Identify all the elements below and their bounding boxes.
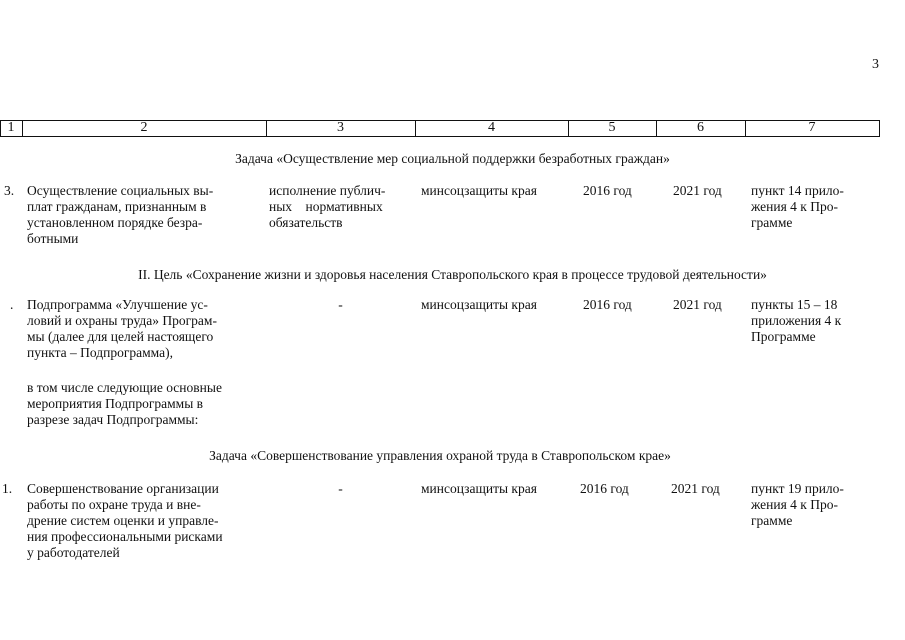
text-line: дрение систем оценки и управле- [27,513,219,528]
text-line: пункты 15 – 18 [751,297,838,312]
text-line: грамме [751,215,793,230]
text-line: Совершенствование организации [27,481,219,496]
text-line: плат гражданам, признанным в [27,199,207,214]
executor: минсоцзащиты края [421,183,537,198]
column-number: 5 [608,120,616,135]
responsibility-type: - [338,481,343,496]
text-line: ния профессиональными рисками [27,529,223,544]
column-divider [879,120,880,136]
text-line: пункта – Подпрограмма), [27,345,173,360]
responsibility-type [269,183,414,231]
measure-name [27,297,263,361]
text-line: Программе [751,329,816,344]
measure-name [27,481,263,561]
text-line: мероприятия Подпрограммы в [27,396,204,411]
text-line: разрезе задач Подпрограммы: [27,412,199,427]
text-line: установленном порядке безра- [27,215,203,230]
measure-name [27,183,263,247]
task-heading: Задача «Совершенствование управления охраной труда в Ставропольском крае» [209,448,671,463]
goal-heading: II. Цель «Сохранение жизни и здоровья населения Ставропольского края в процессе трудовой деятельности» [138,267,767,282]
text-line: у работодателей [27,545,120,560]
text-line: ловий и охраны труда» Програм- [27,313,217,328]
start-year: 2016 год [580,481,629,496]
row-number: . [10,297,14,312]
column-number: 4 [488,120,495,135]
start-year: 2016 год [583,183,632,198]
text-line: Осуществление социальных вы- [27,183,214,198]
reference [751,481,875,529]
reference [751,183,875,231]
end-year: 2021 год [671,481,720,496]
header-bottom-rule [0,136,880,137]
text-line: приложения 4 к [751,313,842,328]
text-line: ных нормативных [269,199,383,214]
text-line: грамме [751,513,793,528]
text-line: пункт 14 прило- [751,183,844,198]
text-line: жения 4 к Про- [751,199,838,214]
column-number: 1 [7,120,15,135]
text-line: исполнение публич- [269,183,386,198]
text-line: Подпрограмма «Улучшение ус- [27,297,208,312]
end-year: 2021 год [673,297,722,312]
responsibility-type: - [338,297,343,312]
text-line: работы по охране труда и вне- [27,497,201,512]
text-line: пункт 19 прило- [751,481,844,496]
row-number: 3. [4,183,15,198]
column-number: 3 [337,120,344,135]
task-heading: Задача «Осуществление мер социальной поддержки безработных граждан» [235,151,670,166]
text-line: обязательств [269,215,343,230]
reference [751,297,875,345]
page-number: 3 [872,57,879,72]
measure-subtext [27,380,263,428]
column-number: 6 [697,120,704,135]
text-line: в том числе следующие основные [27,380,222,395]
executor: минсоцзащиты края [421,481,537,496]
row-number: 1. [2,481,13,496]
text-line: жения 4 к Про- [751,497,838,512]
column-number: 2 [140,120,148,135]
text-line: мы (далее для целей настоящего [27,329,214,344]
text-line: ботными [27,231,79,246]
end-year: 2021 год [673,183,722,198]
executor: минсоцзащиты края [421,297,537,312]
start-year: 2016 год [583,297,632,312]
column-number: 7 [808,120,816,135]
